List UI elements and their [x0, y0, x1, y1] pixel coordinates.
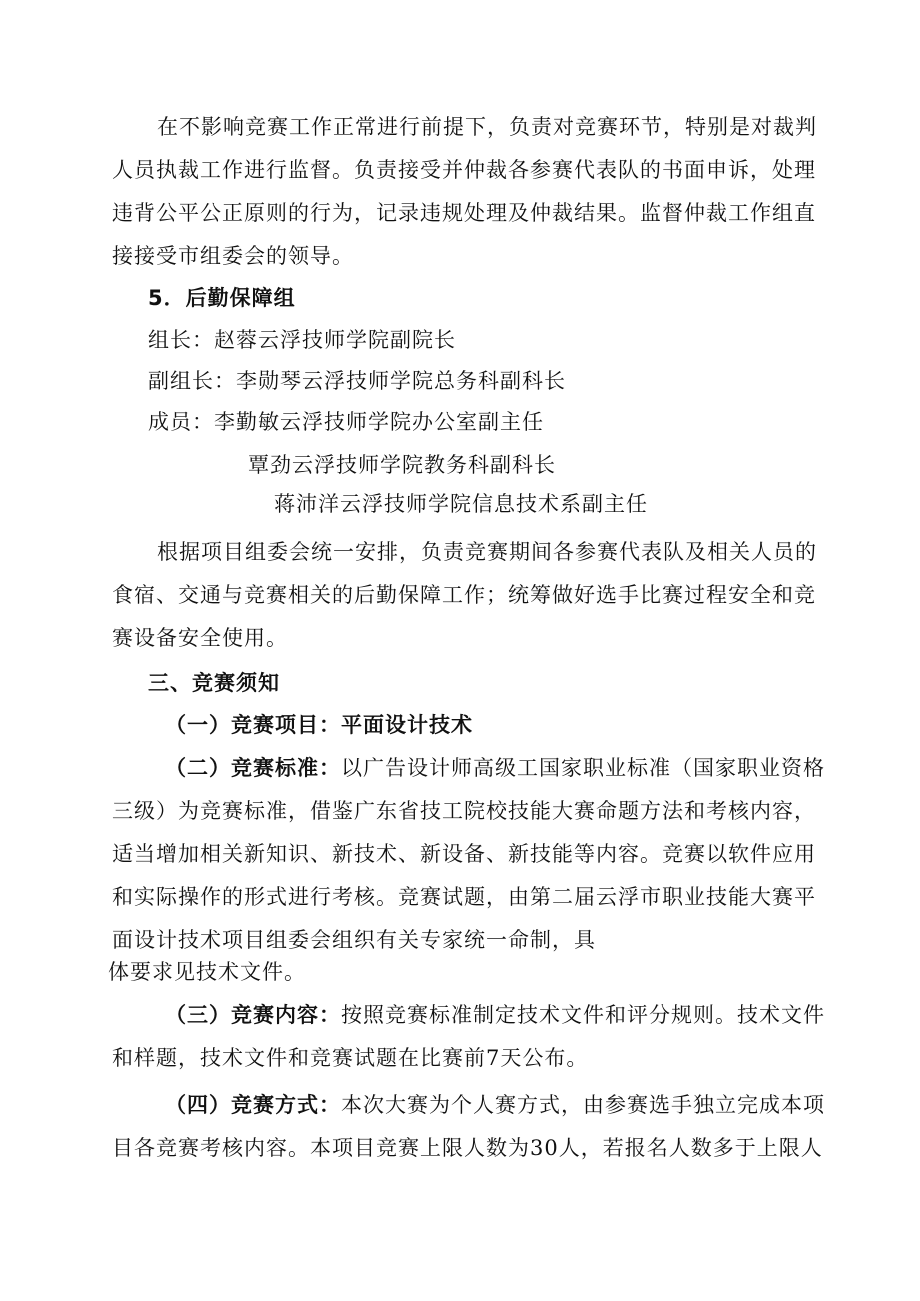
rules-item-4-line-2: 目各竞赛考核内容。本项目竞赛上限人数为30人，若报名人数多于上限人 — [112, 1136, 823, 1160]
rules-item-3-line-2: 和样题，技术文件和竞赛试题在比赛前7天公布。 — [112, 1046, 589, 1070]
rules-item-1: （一）竞赛项目：平面设计技术 — [165, 713, 473, 737]
supervision-line-4: 接接受市组委会的领导。 — [112, 244, 354, 268]
logistics-duty-line-3: 赛设备安全使用。 — [112, 626, 288, 650]
rules-item-3-line-1 — [165, 1000, 825, 1030]
rules-item-2-line-4: 和实际操作的形式进行考核。竞赛试题，由第二届云浮市职业技能大赛平 — [112, 885, 816, 909]
rules-item-2-line-6: 体要求见技术文件。 — [108, 960, 306, 984]
rules-item-3-label: （三）竞赛内容： — [165, 1003, 341, 1027]
rules-item-2-line-3: 适当增加相关新知识、新技术、新设备、新技能等内容。竞赛以软件应用 — [112, 842, 816, 866]
logistics-heading: 5．后勤保障组 — [148, 286, 296, 310]
rules-item-4-first: 本次大赛为个人赛方式，由参赛选手独立完成本项 — [341, 1093, 825, 1117]
rules-item-3-first: 按照竞赛标准制定技术文件和评分规则。技术文件 — [341, 1003, 825, 1027]
supervision-line-2: 人员执裁工作进行监督。负责接受并仲裁各参赛代表队的书面申诉，处理 — [112, 158, 816, 182]
logistics-member-1: 成员：李勤敏云浮技师学院办公室副主任 — [148, 410, 544, 434]
logistics-duty-line-1: 根据项目组委会统一安排，负责竞赛期间各参赛代表队及相关人员的 — [157, 540, 817, 564]
rules-item-4-label: （四）竞赛方式： — [165, 1093, 341, 1117]
rules-item-2-label: （二）竞赛标准： — [165, 756, 341, 780]
logistics-member-3: 蒋沛洋云浮技师学院信息技术系副主任 — [274, 492, 648, 516]
rules-item-2-first: 以广告设计师高级工国家职业标准（国家职业资格 — [341, 756, 825, 780]
rules-heading: 三、竞赛须知 — [148, 671, 280, 695]
rules-item-2-line-1 — [165, 753, 825, 783]
logistics-duty-line-2: 食宿、交通与竞赛相关的后勤保障工作；统筹做好选手比赛过程安全和竞 — [112, 583, 816, 607]
logistics-leader: 组长：赵蓉云浮技师学院副院长 — [148, 328, 456, 352]
rules-item-4-line-1 — [165, 1090, 825, 1120]
rules-item-2-line-2: 三级）为竞赛标准，借鉴广东省技工院校技能大赛命题方法和考核内容， — [112, 799, 816, 823]
logistics-member-2: 覃劲云浮技师学院教务科副科长 — [248, 453, 556, 477]
supervision-line-3: 违背公平公正原则的行为，记录违规处理及仲裁结果。监督仲裁工作组直 — [112, 201, 816, 225]
supervision-line-1: 在不影响竞赛工作正常进行前提下，负责对竞赛环节，特别是对裁判 — [157, 115, 817, 139]
logistics-deputy: 副组长：李勋琴云浮技师学院总务科副科长 — [148, 369, 566, 393]
rules-item-2-line-5: 面设计技术项目组委会组织有关专家统一命制，具 — [112, 928, 596, 952]
